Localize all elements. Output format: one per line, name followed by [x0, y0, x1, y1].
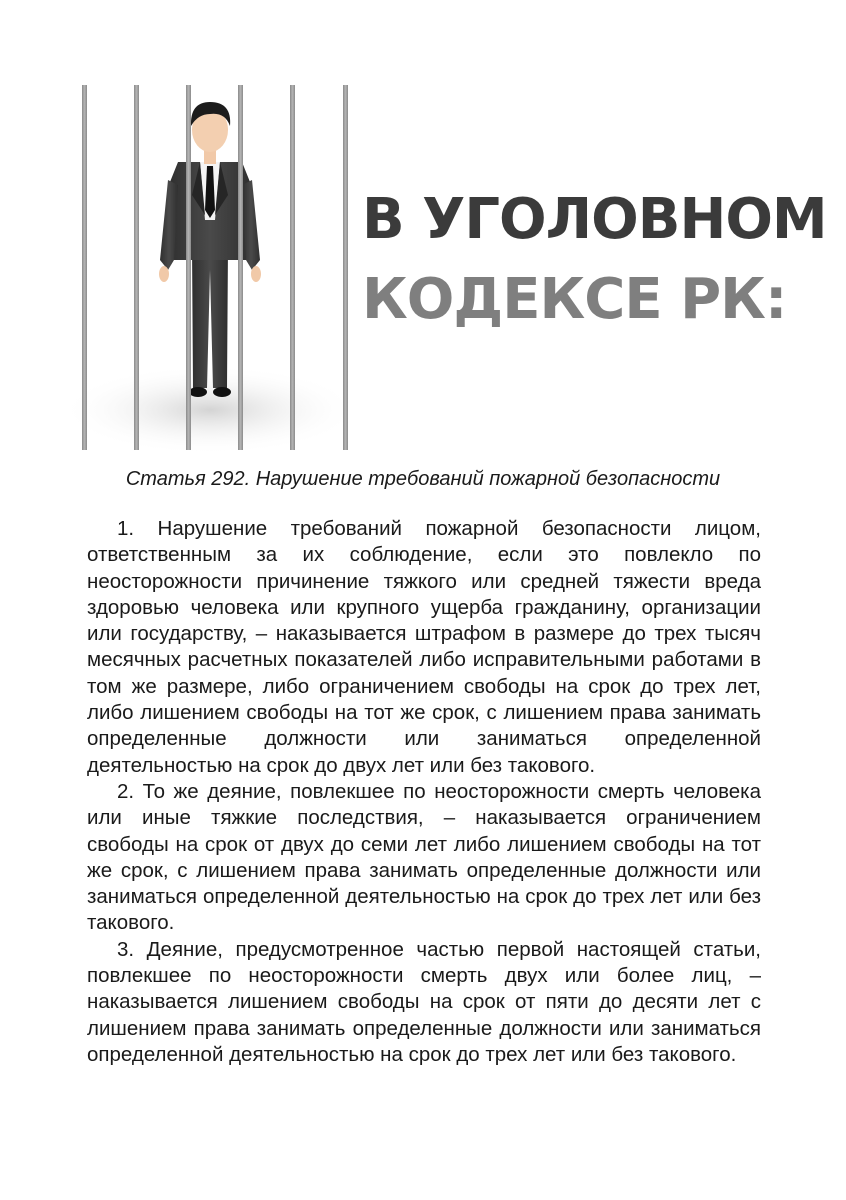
man-behind-bars-icon [60, 70, 370, 470]
man-behind-bars-illustration [60, 70, 370, 470]
article-paragraph-3: 3. Деяние, предусмотренное частью первой настоящей статьи, повлекшее по неосторожности смерть двух или более лиц, – наказывается лишением свободы на срок от пяти до десяти лет с лишением права занимать определенные должности или заниматься определенной деятельностью на срок до трех лет или без такового. [87, 937, 761, 1066]
article-paragraph-2: 2. То же деяние, повлекшее по неосторожности смерть человека или иные тяжкие последствия, – наказывается ограничением свободы на срок от двух до семи лет либо лишением свободы на тот же срок, с лишением права занимать определенные должности или заниматься определенной деятельностью на срок до трех лет или без такового. [87, 779, 761, 935]
title-line-1: В УГОЛОВНОМ [362, 187, 827, 252]
floor-shadow [60, 365, 360, 455]
article-body [87, 516, 761, 1068]
article-heading: Статья 292. Нарушение требований пожарной безопасности [125, 468, 721, 490]
article-paragraph-1: 1. Нарушение требований пожарной безопасности лицом, ответственным за их соблюдение, если это повлекло по неосторожности причинение тяжкого или средней тяжести вреда здоровью человека или крупного ущерба гражданину, организации или государству, – наказывается штрафом в размере до трех тысяч месячных расчетных показателей либо исправительными работами в том же размере, либо ограничением свободы на срок до трех лет, либо лишением свободы на тот же срок, с лишением права занимать определенные должности или заниматься определенной деятельностью на срок до двух лет или без такового. [87, 517, 761, 777]
page-title [362, 180, 832, 340]
man-figure [159, 102, 261, 397]
title-line-2: КОДЕКСЕ РК: [362, 267, 787, 332]
